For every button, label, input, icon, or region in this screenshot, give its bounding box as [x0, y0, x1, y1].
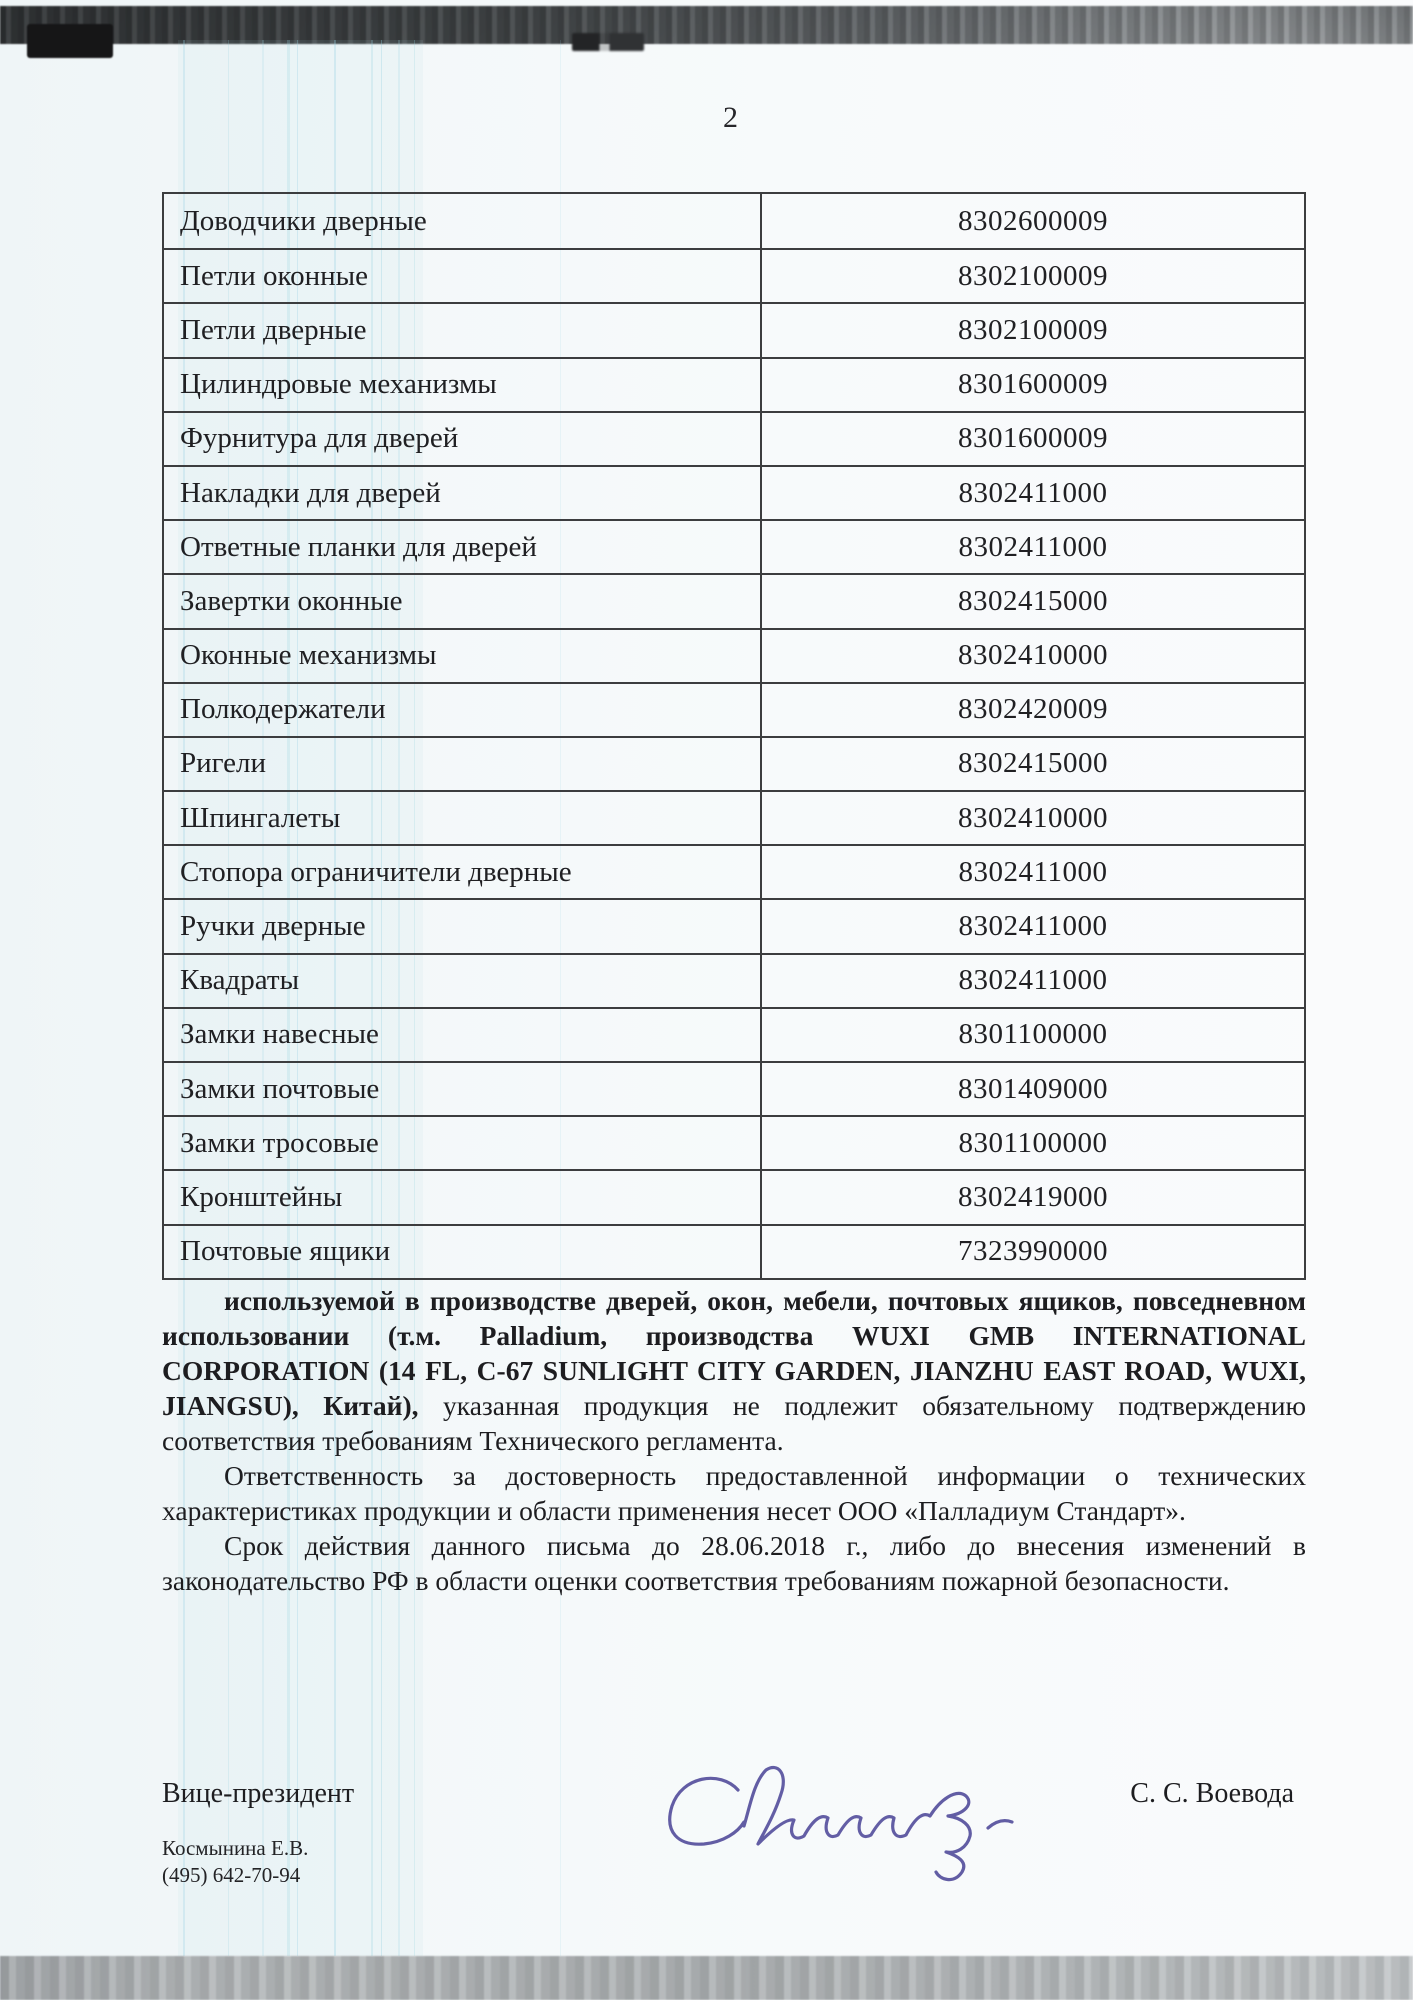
item-name: Накладки для дверей — [164, 465, 762, 519]
paragraph-validity: Срок действия данного письма до 28.06.2018 г., либо до внесения изменений в законодательство РФ в области оценки соответствия требованиям пожарной безопасности. — [162, 1530, 1306, 1596]
contact-name: Космынина Е.В. — [162, 1836, 309, 1860]
signer-name: С. С. Воевода — [1130, 1778, 1294, 1809]
item-name: Замки тросовые — [164, 1115, 762, 1169]
item-name: Завертки оконные — [164, 573, 762, 627]
item-name: Ригели — [164, 736, 762, 790]
item-name: Почтовые ящики — [164, 1224, 762, 1278]
scan-artifact-blob — [27, 24, 113, 58]
item-code: 8302415000 — [762, 736, 1304, 790]
item-code: 8302420009 — [762, 682, 1304, 736]
item-code: 8301409000 — [762, 1061, 1304, 1115]
item-name: Петли дверные — [164, 302, 762, 356]
item-name: Квадраты — [164, 953, 762, 1007]
item-name: Замки навесные — [164, 1007, 762, 1061]
item-name: Фурнитура для дверей — [164, 411, 762, 465]
item-name: Доводчики дверные — [164, 194, 762, 248]
handwritten-signature — [620, 1758, 1040, 1978]
paragraph-products — [162, 1283, 1306, 1458]
scan-artifact-top-band — [0, 6, 1413, 44]
item-code: 8302410000 — [762, 628, 1304, 682]
signer-title: Вице-президент — [162, 1778, 355, 1809]
item-code: 8302411000 — [762, 844, 1304, 898]
item-code: 8302410000 — [762, 790, 1304, 844]
item-code: 8302100009 — [762, 302, 1304, 356]
item-name: Стопора ограничители дверные — [164, 844, 762, 898]
scan-artifact-marks — [572, 33, 644, 51]
item-code: 8302411000 — [762, 519, 1304, 573]
item-code: 8302411000 — [762, 953, 1304, 1007]
scan-artifact-bottom-band — [0, 1956, 1413, 2000]
item-name: Цилиндровые механизмы — [164, 357, 762, 411]
item-name: Петли оконные — [164, 248, 762, 302]
item-code: 8302415000 — [762, 573, 1304, 627]
item-name: Замки почтовые — [164, 1061, 762, 1115]
item-code: 8301100000 — [762, 1115, 1304, 1169]
item-name: Ручки дверные — [164, 898, 762, 952]
page-number: 2 — [723, 101, 738, 134]
item-code: 8302600009 — [958, 204, 1108, 237]
item-code: 8302411000 — [762, 898, 1304, 952]
paragraph-products-regular: указанная продукция не подлежит обязательному подтверждению соответствия требованиям Технического регламента. — [162, 1390, 1306, 1456]
codes-table — [162, 192, 1306, 1280]
item-name: Шпингалеты — [164, 790, 762, 844]
body-text — [162, 1283, 1306, 1598]
item-code: 8302100009 — [762, 248, 1304, 302]
paragraph-products-bold: используемой в производстве дверей, окон, мебели, почтовых ящиков, повседневном использовании (т.м. Palladium, производства WUXI GMB INTERNATIONAL CORPORATION (14 FL, C-67 SUNLIGHT CITY GARDEN, JIANZHU EAST ROAD, WUXI, JIANGSU), Китай), — [162, 1285, 1306, 1421]
item-name: Ответные планки для дверей — [164, 519, 762, 573]
paragraph-responsibility: Ответственность за достоверность предоставленной информации о технических характеристиках продукции и области применения несет ООО «Палладиум Стандарт». — [162, 1460, 1306, 1526]
item-name: Оконные механизмы — [164, 628, 762, 682]
item-code: 7323990000 — [762, 1224, 1304, 1278]
item-code: 8301100000 — [762, 1007, 1304, 1061]
contact-phone: (495) 642-70-94 — [162, 1863, 301, 1887]
item-name: Кронштейны — [164, 1169, 762, 1223]
item-code: 8302411000 — [762, 465, 1304, 519]
item-code: 8301600009 — [762, 357, 1304, 411]
item-name: Полкодержатели — [164, 682, 762, 736]
item-code: 8301600009 — [762, 411, 1304, 465]
item-code: 8302419000 — [762, 1169, 1304, 1223]
